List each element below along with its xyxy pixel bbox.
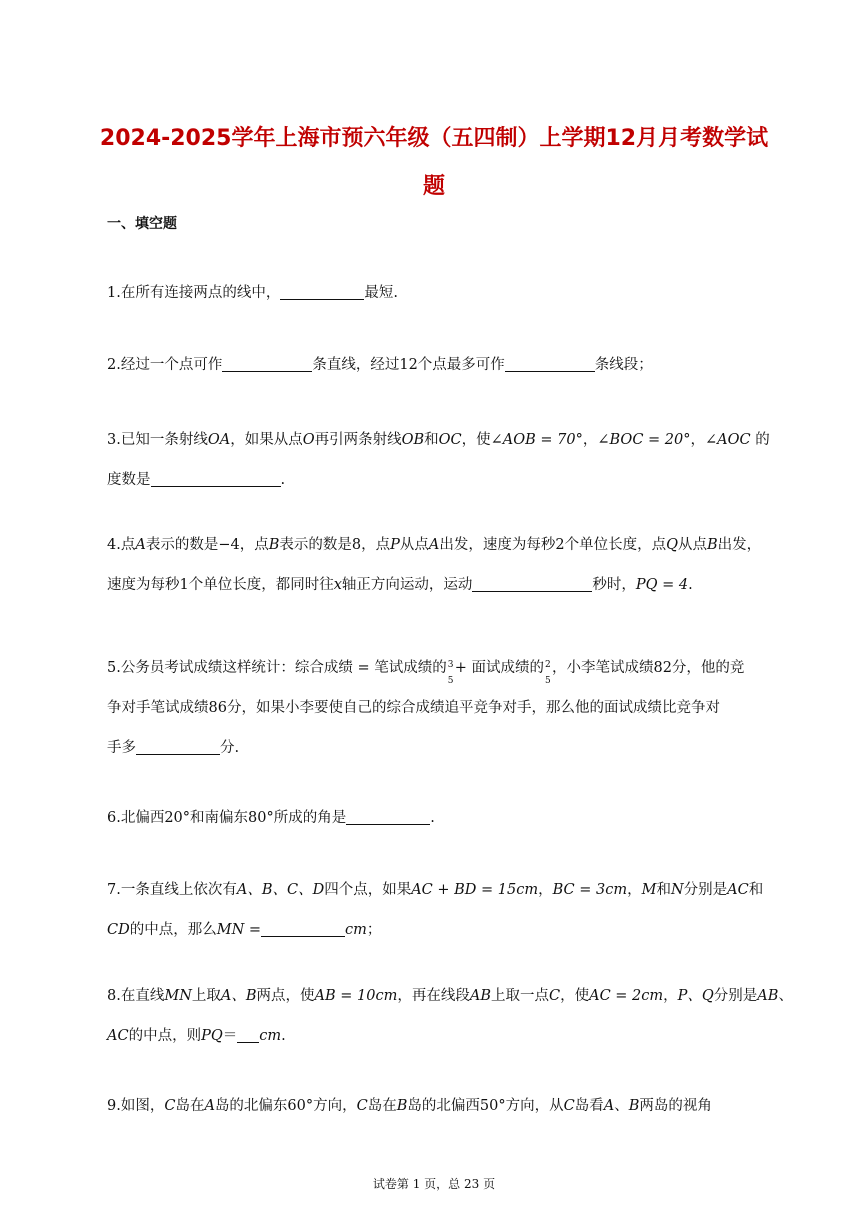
question-8: 8.在直线MN上取A、B两点，使AB = 10cm，再在线段AB上取一点C，使AC = 2cm，P、Q分别是AB、 AC的中点，则PQ＝ cm. — [107, 988, 793, 1044]
question-4: 4.点A表示的数是−4，点B表示的数是8，点P从点A出发，速度为每秒2个单位长度，点Q从点B出发， 速度为每秒1个单位长度，都同时往x轴正方向运动，运动 秒时，PQ = 4. — [107, 537, 762, 593]
answer-blank[interactable] — [222, 355, 312, 372]
answer-blank[interactable] — [280, 283, 364, 300]
answer-blank[interactable] — [136, 738, 220, 755]
answer-blank[interactable] — [237, 1026, 259, 1043]
question-3: 3.已知一条射线OA，如果从点O再引两条射线OB和OC，使∠AOB = 70°，∠BOC = 20°，∠AOC 的 度数是 . — [107, 432, 770, 488]
section-heading: 一、填空题 — [107, 216, 177, 232]
question-5: 5.公务员考试成绩这样统计：综合成绩 = 笔试成绩的 3 5 + 面试成绩的 2 5 ，小李笔试成绩82分，他的竞 争对手笔试成绩86分，如果小李要使自己的综合成绩追平竞争对手，那么他的面试成绩比竞争对 手多 分. — [107, 660, 745, 756]
answer-blank[interactable] — [346, 808, 430, 825]
question-1: 1.在所有连接两点的线中， 最短. — [107, 285, 398, 301]
answer-blank[interactable] — [505, 355, 595, 372]
question-6: 6.北偏西20°和南偏东80°所成的角是 . — [107, 810, 435, 826]
question-2: 2.经过一个点可作 条直线，经过12个点最多可作 条线段； — [107, 357, 653, 373]
answer-blank[interactable] — [151, 470, 281, 487]
document-title-line2: 题 — [422, 174, 445, 199]
answer-blank[interactable] — [472, 575, 592, 592]
fraction-3-5: 3 5 — [447, 660, 454, 686]
question-7: 7.一条直线上依次有A、B、C、D四个点，如果AC + BD = 15cm，BC = 3cm，M和N分别是AC和 CD的中点，那么MN = cm； — [107, 882, 764, 938]
question-9: 9.如图，C岛在A岛的北偏东60°方向，C岛在B岛的北偏西50°方向，从C岛看A、B两岛的视角 — [107, 1098, 712, 1114]
fraction-2-5: 2 5 — [544, 660, 551, 686]
page-footer: 试卷第 1 页，总 23 页 — [372, 1177, 496, 1191]
document-title-line1: 2024-2025学年上海市预六年级（五四制）上学期12月月考数学试 — [99, 126, 769, 151]
answer-blank[interactable] — [261, 920, 345, 937]
